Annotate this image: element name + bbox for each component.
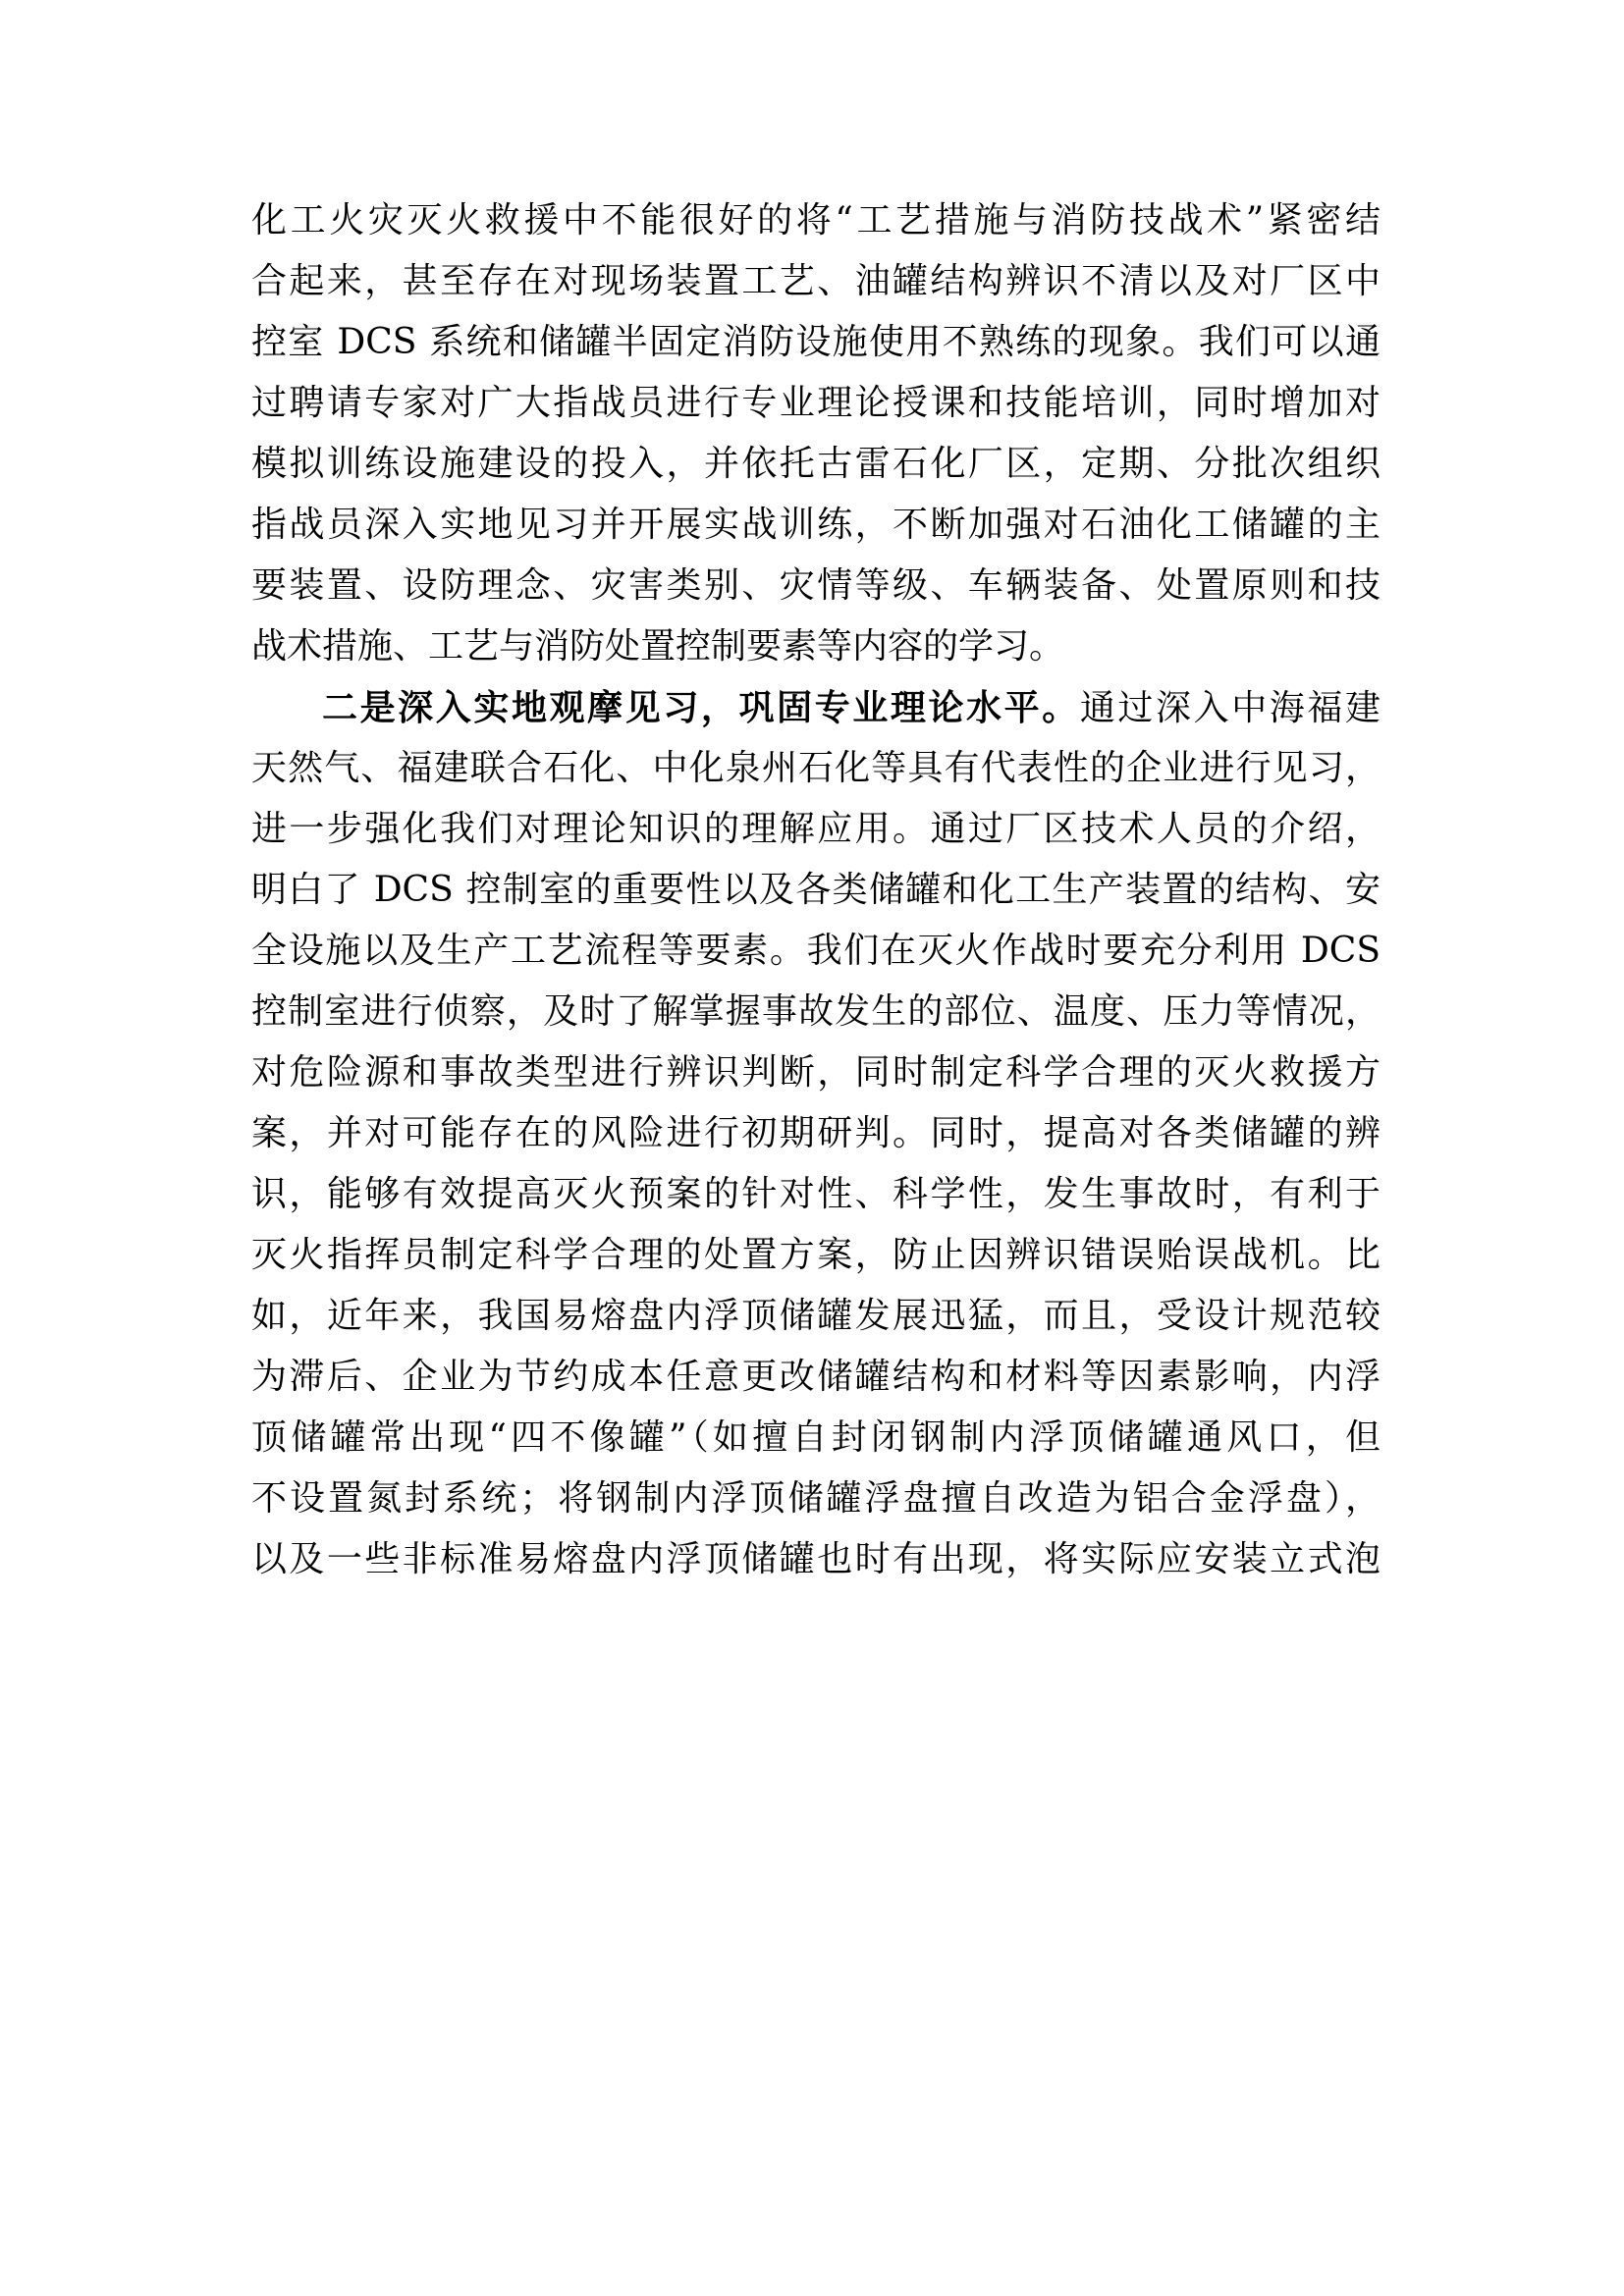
text-line: 化工火灾灭火救援中不能很好的将“工艺措施与消防技战术”紧密结: [251, 200, 1380, 240]
text-line: 识，能够有效提高灭火预案的针对性、科学性，发生事故时，有利于: [251, 1174, 1380, 1214]
text-line: 进一步强化我们对理论知识的理解应用。通过厂区技术人员的介绍，: [251, 809, 1380, 849]
text-line: 指战员深入实地见习并开展实战训练，不断加强对石油化工储罐的主: [251, 505, 1380, 545]
text-line: 控制室进行侦察，及时了解掌握事故发生的部位、温度、压力等情况，: [251, 991, 1380, 1032]
text-line: 模拟训练设施建设的投入，并依托古雷石化厂区，定期、分批次组织: [251, 444, 1380, 484]
section-heading: 二是深入实地观摩见习，巩固专业理论水平。: [322, 687, 1080, 728]
text-line: 天然气、福建联合石化、中化泉州石化等具有代表性的企业进行见习，: [251, 748, 1380, 788]
paragraph-2: [251, 677, 1380, 1590]
text-line: 战术措施、工艺与消防处置控制要素等内容的学习。: [251, 626, 1065, 667]
text-line: 不设置氮封系统；将钢制内浮顶储罐浮盘擅自改造为铝合金浮盘），: [251, 1478, 1380, 1519]
paragraph-first-line: [251, 677, 1380, 738]
text-line: 明白了 DCS 控制室的重要性以及各类储罐和化工生产装置的结构、安: [251, 870, 1380, 910]
text-line: 过聘请专家对广大指战员进行专业理论授课和技能培训，同时增加对: [251, 383, 1380, 423]
paragraph-1: [251, 190, 1380, 677]
text-line: 以及一些非标准易熔盘内浮顶储罐也时有出现，将实际应安装立式泡: [251, 1539, 1380, 1579]
document-body: [251, 190, 1380, 1590]
text-line: 为滞后、企业为节约成本任意更改储罐结构和材料等因素影响，内浮: [251, 1357, 1380, 1397]
text-line: 全设施以及生产工艺流程等要素。我们在灭火作战时要充分利用 DCS: [251, 931, 1380, 971]
text-line: 合起来，甚至存在对现场装置工艺、油罐结构辨识不清以及对厂区中: [251, 261, 1380, 301]
text-line: 对危险源和事故类型进行辨识判断，同时制定科学合理的灭火救援方: [251, 1052, 1380, 1093]
text-line: 要装置、设防理念、灾害类别、灾情等级、车辆装备、处置原则和技: [251, 565, 1380, 606]
text-line: 案，并对可能存在的风险进行初期研判。同时，提高对各类储罐的辨: [251, 1113, 1380, 1153]
text-segment: 通过深入中海福建: [1079, 688, 1380, 728]
text-line: 灭火指挥员制定科学合理的处置方案，防止因辨识错误贻误战机。比: [251, 1235, 1380, 1275]
text-line: 控室 DCS 系统和储罐半固定消防设施使用不熟练的现象。我们可以通: [251, 322, 1380, 362]
text-line: 如，近年来，我国易熔盘内浮顶储罐发展迅猛，而且，受设计规范较: [251, 1296, 1380, 1336]
text-line: 顶储罐常出现“四不像罐”（如擅自封闭钢制内浮顶储罐通风口，但: [251, 1417, 1380, 1458]
